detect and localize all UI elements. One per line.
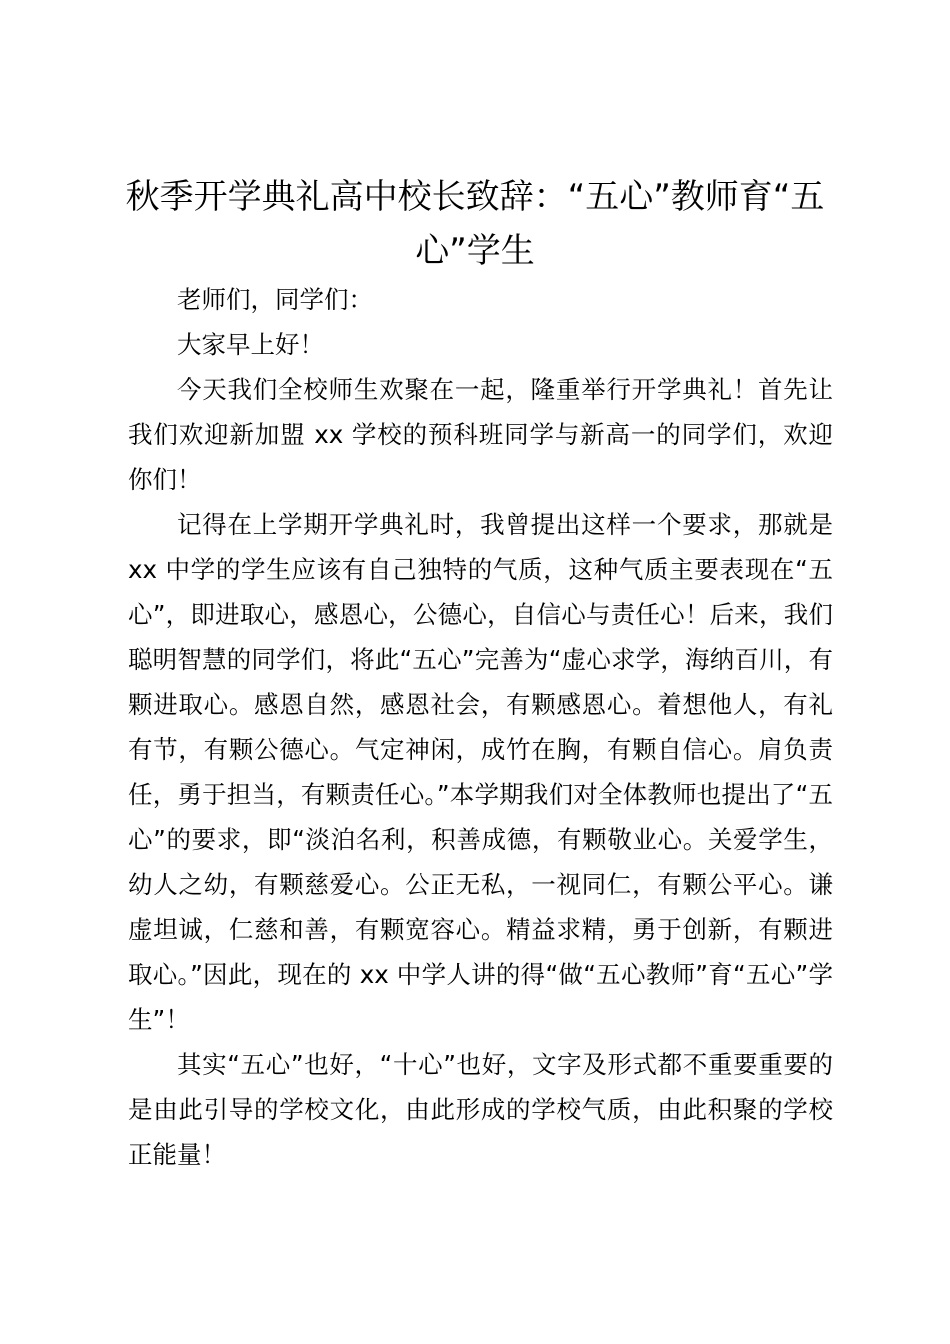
greeting: 大家早上好！ [177,330,324,359]
salutation: 老师们，同学们： [177,285,373,314]
paragraph-conclusion: 其实“五心”也好，“十心”也好，文字及形式都不重要重要的是由此引导的学校文化，由此形成的学校气质，由此积聚的学校正能量！ [128,1050,833,1169]
document-body [128,277,833,1177]
document-title: 秋季开学典礼高中校长致辞：“五心”教师育“五心”学生 [125,177,825,271]
paragraph-welcome: 今天我们全校师生欢聚在一起，隆重举行开学典礼！首先让我们欢迎新加盟 xx 学校的预科班同学与新高一的同学们，欢迎你们！ [128,375,833,494]
paragraph-five-hearts: 记得在上学期开学典礼时，我曾提出这样一个要求，那就是 xx 中学的学生应该有自己独特的气质，这种气质主要表现在“五心”，即进取心，感恩心，公德心，自信心与责任心！后来，我们聪明智慧的同学们，将此“五心”完善为“虚心求学，海纳百川，有颗进取心。感恩自然，感恩社会，有颗感恩心。着想他人，有礼有节，有颗公德心。气定神闲，成竹在胸，有颗自信心。肩负责任，勇于担当，有颗责任心。”本学期我们对全体教师也提出了“五心”的要求，即“淡泊名利，积善成德，有颗敬业心。关爱学生，幼人之幼，有颗慈爱心。公正无私，一视同仁，有颗公平心。谦虚坦诚，仁慈和善，有颗宽容心。精益求精，勇于创新，有颗进取心。”因此，现在的 xx 中学人讲的得“做“五心教师”育“五心”学生”！ [128,510,833,1034]
